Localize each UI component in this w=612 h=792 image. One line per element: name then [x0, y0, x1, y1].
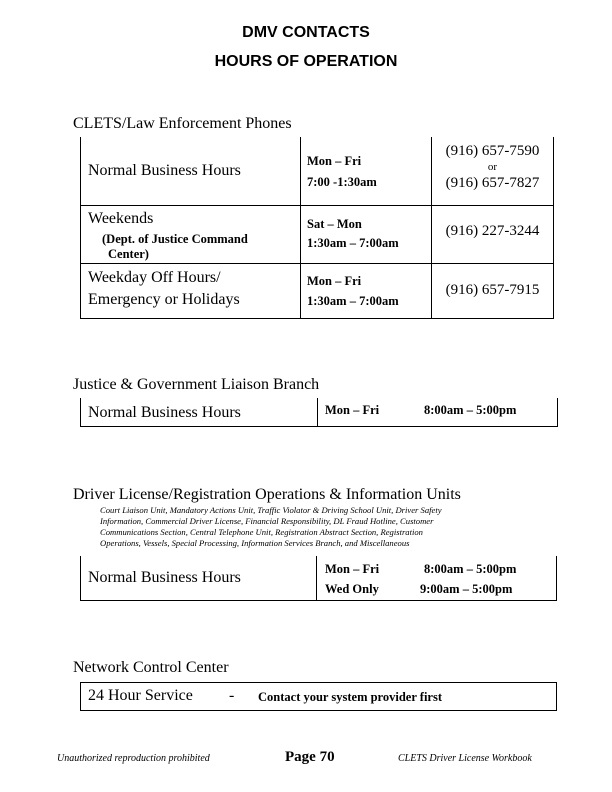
dl-table [80, 556, 557, 601]
dl-units-line4: Operations, Vessels, Special Processing, Information Services Branch, and Miscellaneous [100, 538, 410, 548]
justice-heading: Justice & Government Liaison Branch [73, 376, 320, 393]
dl-units-line2: Information, Commercial Driver License, Financial Responsibility, DL Fraud Hotline, Customer [100, 516, 434, 526]
clets-row2-phone: (916) 227-3244 [445, 223, 540, 239]
page-number: Page 70 [285, 749, 335, 765]
justice-hours: 8:00am – 5:00pm [424, 403, 517, 417]
dl-days1: Mon – Fri [325, 562, 380, 576]
clets-row3-phone: (916) 657-7915 [445, 282, 540, 298]
clets-row1-label: Normal Business Hours [88, 162, 241, 179]
clets-row1-or: or [487, 161, 498, 173]
clets-row3-days: Mon – Fri [307, 274, 362, 288]
ncc-note: Contact your system provider first [258, 690, 443, 704]
justice-days: Mon – Fri [325, 403, 380, 417]
ncc-table [80, 682, 557, 711]
clets-row2-label: Weekends [88, 210, 154, 227]
dl-hours1: 8:00am – 5:00pm [424, 562, 517, 576]
page-title: DMV CONTACTS [242, 24, 370, 41]
clets-row3-hours: 1:30am – 7:00am [307, 294, 399, 308]
footer-right: CLETS Driver License Workbook [398, 753, 532, 764]
clets-table [80, 137, 554, 319]
dl-heading: Driver License/Registration Operations & Information Units [73, 486, 461, 503]
clets-row2-sublabel2: Center) [108, 247, 149, 261]
clets-row3-label1: Weekday Off Hours/ [88, 269, 221, 286]
clets-row2-sublabel1: (Dept. of Justice Command [102, 232, 248, 246]
dl-label: Normal Business Hours [88, 569, 241, 586]
clets-row2-hours: 1:30am – 7:00am [307, 236, 399, 250]
clets-row2-days: Sat – Mon [307, 217, 362, 231]
page-subtitle: HOURS OF OPERATION [214, 53, 398, 70]
dl-units-line1: Court Liaison Unit, Mandatory Actions Unit, Traffic Violator & Driving School Unit, Driver Safety [100, 505, 442, 515]
dl-hours2: 9:00am – 5:00pm [420, 582, 513, 596]
dl-units-line3: Communications Section, Central Telephone Unit, Registration Abstract Section, Registration [100, 527, 423, 537]
clets-row1-phone1: (916) 657-7590 [445, 143, 540, 159]
footer-left: Unauthorized reproduction prohibited [57, 753, 210, 764]
clets-row1-phone2: (916) 657-7827 [445, 175, 540, 191]
dl-days2: Wed Only [325, 582, 379, 596]
ncc-label: 24 Hour Service [88, 687, 193, 704]
justice-table [80, 398, 558, 427]
ncc-heading: Network Control Center [73, 659, 229, 676]
clets-row1-hours: 7:00 -1:30am [307, 175, 377, 189]
clets-row3-label2: Emergency or Holidays [88, 291, 240, 308]
justice-label: Normal Business Hours [88, 404, 241, 421]
clets-heading: CLETS/Law Enforcement Phones [73, 115, 292, 132]
ncc-dash: - [229, 687, 235, 704]
clets-row1-days: Mon – Fri [307, 154, 362, 168]
